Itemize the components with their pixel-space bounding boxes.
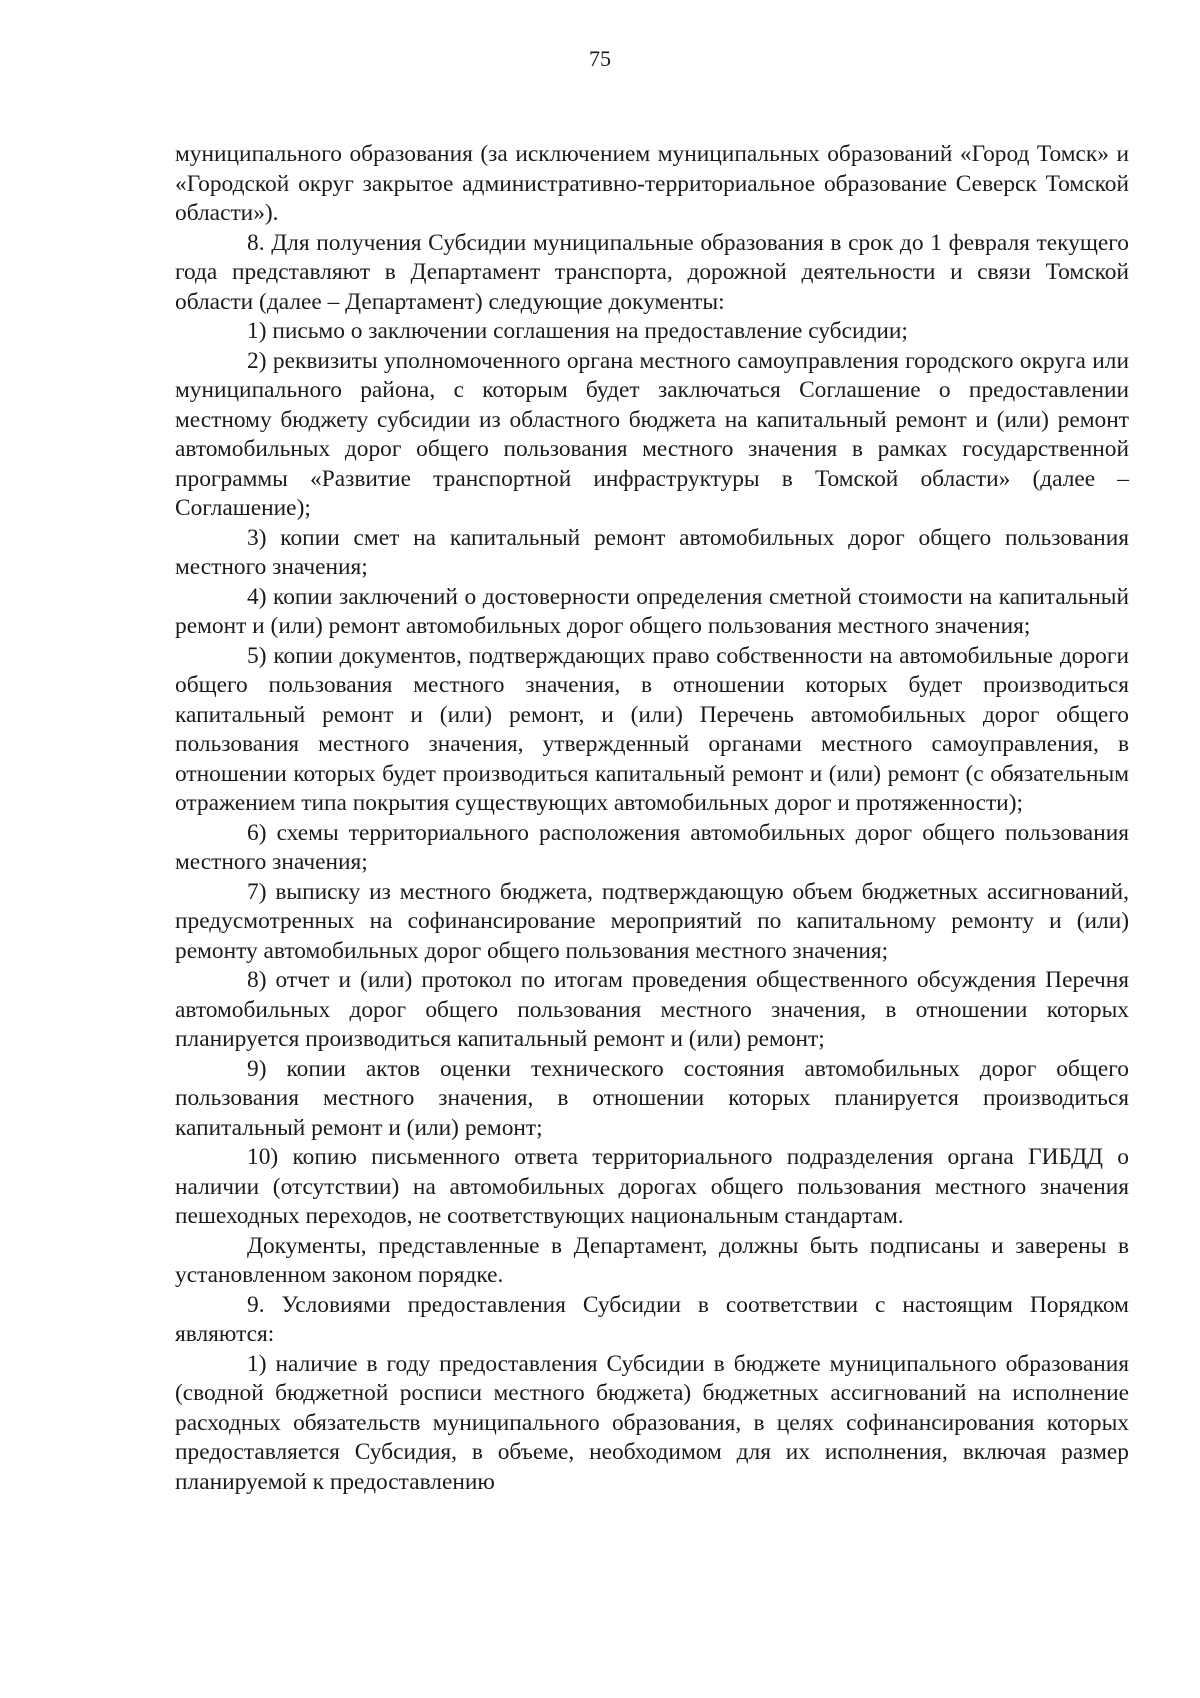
list-item-10: 10) копию письменного ответа территориального подразделения органа ГИБДД о наличии (отсутствии) на автомобильных дорогах общего пользования местного значения пешеходных переходов, не соответствующих национальным стандартам. xyxy=(175,1144,1129,1229)
list-item-6: 6) схемы территориального расположения автомобильных дорог общего пользования местного значения; xyxy=(175,819,1129,875)
paragraph-continuation: муниципального образования (за исключением муниципальных образований «Город Томск» и «Городской округ закрытое административно-территориальное образование Северск Томской области»). xyxy=(175,141,1129,226)
paragraph-clause-8: 8. Для получения Субсидии муниципальные образования в срок до 1 февраля текущего года представляют в Департамент транспорта, дорожной деятельности и связи Томской области (далее – Департамент) следующие документы: xyxy=(175,229,1129,315)
condition-item-1: 1) наличие в году предоставления Субсидии в бюджете муниципального образования (сводной бюджетной росписи местного бюджета) бюджетных ассигнований на исполнение расходных обязательств муниципального образования, в целях софинансирования которых предоставляется Субсидия, в объеме, необходимом для их исполнения, включая размер планируемой к предоставлению xyxy=(175,1350,1129,1495)
list-item-9: 9) копии актов оценки технического состояния автомобильных дорог общего пользования местного значения, в отношении которых планируется производиться капитальный ремонт и (или) ремонт; xyxy=(175,1055,1129,1141)
list-item-4: 4) копии заключений о достоверности определения сметной стоимости на капитальный ремонт и (или) ремонт автомобильных дорог общего пользования местного значения; xyxy=(175,583,1129,639)
list-item-1: 1) письмо о заключении соглашения на предоставление субсидии; xyxy=(247,318,908,344)
list-item-2: 2) реквизиты уполномоченного органа местного самоуправления городского округа или муниципального района, с которым будет заключаться Соглашение о предоставлении местному бюджету субсидии из областного бюджета на капитальный ремонт и (или) ремонт автомобильных дорог общего пользования местного значения в рамках государственной программы «Развитие транспортной инфраструктуры в Томской области» (далее – Соглашение); xyxy=(175,347,1129,521)
list-item-5: 5) копии документов, подтверждающих право собственности на автомобильные дороги общего пользования местного значения, в отношении которых будет производиться капитальный ремонт и (или) ремонт, и (или) Перечень автомобильных дорог общего пользования местного значения, утвержденный органами местного самоуправления, в отношении которых будет производиться капитальный ремонт и (или) ремонт (с обязательным отражением типа покрытия существующих автомобильных дорог и протяженности); xyxy=(175,642,1129,816)
paragraph-clause-9: 9. Условиями предоставления Субсидии в соответствии с настоящим Порядком являются: xyxy=(175,1291,1129,1347)
document-body xyxy=(175,140,1129,1497)
list-item-7: 7) выписку из местного бюджета, подтверждающую объем бюджетных ассигнований, предусмотренных на софинансирование мероприятий по капитальному ремонту и (или) ремонту автомобильных дорог общего пользования местного значения; xyxy=(175,878,1129,964)
list-item-3: 3) копии смет на капитальный ремонт автомобильных дорог общего пользования местного значения; xyxy=(175,524,1129,580)
paragraph-documents-signed: Документы, представленные в Департамент, должны быть подписаны и заверены в установленном законом порядке. xyxy=(175,1232,1129,1288)
list-item-8: 8) отчет и (или) протокол по итогам проведения общественного обсуждения Перечня автомобильных дорог общего пользования местного значения, в отношении которых планируется производиться капитальный ремонт и (или) ремонт; xyxy=(175,967,1129,1052)
page-number: 75 xyxy=(589,46,611,71)
